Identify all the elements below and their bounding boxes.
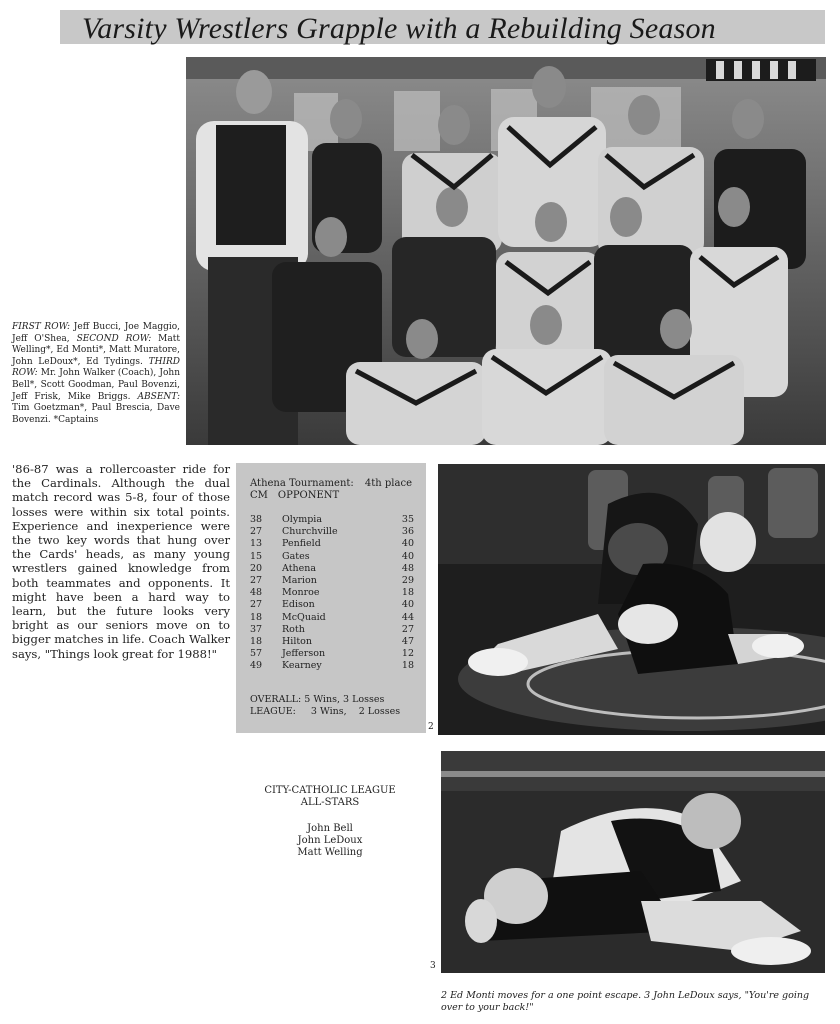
cm-score: 48 <box>250 587 263 599</box>
column-opponent: OPPONENT <box>277 490 340 501</box>
cm-score: 49 <box>250 660 263 672</box>
photo-number-2: 2 <box>428 722 434 732</box>
score-row <box>250 538 414 550</box>
opponent-name: Gates <box>282 550 310 562</box>
third-row-names: Mr. John Walker (Coach), John Bell*, Scott Goodman, Paul Bovenzi, Jeff Frisk, Mike Briggs. <box>12 368 180 402</box>
match-photo-takedown <box>441 751 825 973</box>
cm-score: 15 <box>250 550 263 562</box>
first-row-label: FIRST ROW: <box>12 322 71 332</box>
opponent-name: McQuaid <box>282 611 326 623</box>
opponent-score: 40 <box>401 599 414 611</box>
opponent-score: 29 <box>401 574 414 586</box>
all-star-name: Matt Welling <box>297 847 363 858</box>
opponent-name: Olympia <box>282 514 322 525</box>
season-record <box>250 694 420 718</box>
match-photo-takedown-image <box>441 751 825 973</box>
photo-number-3: 3 <box>430 961 436 971</box>
all-stars-names <box>230 823 430 859</box>
cm-score: 27 <box>250 599 263 611</box>
opponent-score: 35 <box>401 514 414 525</box>
all-star-name: John LeDoux <box>297 835 363 846</box>
opponent-name: Athena <box>282 562 317 574</box>
season-story: '86-87 was a rollercoaster ride for the Cardinals. Although the dual match record was 5-8, four of those losses were within six total points. Experience and inexperience were the two key words that hung over the Cards' heads, as many young wrestlers gained knowledge from both teammates and opponents. It might have been a hard way to learn, but the future looks very bright as our seniors move on to bigger matches in life. Coach Walker says, "Things look great for 1988!" <box>12 462 230 661</box>
opponent-score: 18 <box>401 587 414 599</box>
score-row <box>250 587 414 599</box>
all-stars-heading-2: ALL-STARS <box>300 797 360 808</box>
cm-score: 13 <box>250 538 263 550</box>
score-row <box>250 624 414 636</box>
opponent-score: 48 <box>401 562 414 574</box>
cm-score: 27 <box>250 526 263 538</box>
opponent-score: 47 <box>401 635 414 647</box>
tournament-label: Athena Tournament: <box>250 478 354 489</box>
opponent-score: 36 <box>401 526 414 538</box>
opponent-name: Churchville <box>282 526 338 538</box>
tournament-place: 4th place <box>364 478 412 489</box>
all-stars-heading-1: CITY-CATHOLIC LEAGUE <box>264 785 396 796</box>
opponent-name: Edison <box>282 599 315 611</box>
opponent-name: Kearney <box>282 660 322 672</box>
cm-score: 27 <box>250 574 263 586</box>
league-all-stars <box>230 785 430 859</box>
opponent-score: 40 <box>401 538 414 550</box>
cm-score: 18 <box>250 635 263 647</box>
opponent-name: Penfield <box>282 538 321 550</box>
second-row-label: SECOND ROW: <box>76 333 152 344</box>
score-row <box>250 551 414 563</box>
opponent-score: 27 <box>401 623 414 635</box>
league-record: LEAGUE: 3 Wins, 2 Losses <box>250 706 401 717</box>
match-photo-escape-image <box>438 464 825 735</box>
team-photo-caption <box>12 322 180 426</box>
cm-score: 57 <box>250 648 263 660</box>
opponent-name: Monroe <box>282 587 320 599</box>
scoreboard <box>236 463 426 733</box>
third-row-label: THIRD ROW: <box>12 356 180 379</box>
cm-score: 18 <box>250 611 263 623</box>
first-row-names: Jeff Bucci, Joe Maggio, Jeff O'Shea, <box>12 322 180 344</box>
team-photo-image <box>186 57 826 445</box>
team-photo <box>186 57 826 445</box>
opponent-score: 18 <box>401 660 414 672</box>
score-row <box>250 514 414 526</box>
opponent-name: Marion <box>282 574 317 586</box>
score-row <box>250 612 414 624</box>
score-row <box>250 563 414 575</box>
cm-score: 37 <box>250 623 263 635</box>
opponent-score: 12 <box>401 648 414 660</box>
match-photo-caption: 2 Ed Monti moves for a one point escape. 3 John LeDoux says, "You're going over to your back!" <box>441 990 810 1013</box>
score-row <box>250 660 414 672</box>
cm-score: 38 <box>250 514 263 525</box>
score-row <box>250 575 414 587</box>
column-cm: CM <box>250 490 268 501</box>
opponent-name: Jefferson <box>282 648 326 660</box>
opponent-score: 40 <box>401 550 414 562</box>
absent-label: ABSENT: <box>137 391 180 402</box>
overall-record: OVERALL: 5 Wins, 3 Losses <box>250 694 385 705</box>
match-photo-escape <box>438 464 825 735</box>
score-row <box>250 636 414 648</box>
title-banner <box>60 10 825 44</box>
score-rows <box>250 514 414 672</box>
opponent-name: Hilton <box>282 635 313 647</box>
page-title: Varsity Wrestlers Grapple with a Rebuilding Season <box>82 12 716 45</box>
score-row <box>250 599 414 611</box>
second-row-names: Matt Welling*, Ed Monti*, Matt Muratore, John LeDoux*, Ed Tydings. <box>12 333 180 367</box>
opponent-name: Roth <box>282 623 305 635</box>
absent-names: Tim Goetzman*, Paul Brescia, Dave Bovenzi. *Captains <box>12 403 180 425</box>
score-column-headers <box>250 490 349 501</box>
opponent-score: 44 <box>401 611 414 623</box>
score-row <box>250 526 414 538</box>
cm-score: 20 <box>250 562 263 574</box>
all-star-name: John Bell <box>307 823 353 834</box>
score-row <box>250 648 414 660</box>
